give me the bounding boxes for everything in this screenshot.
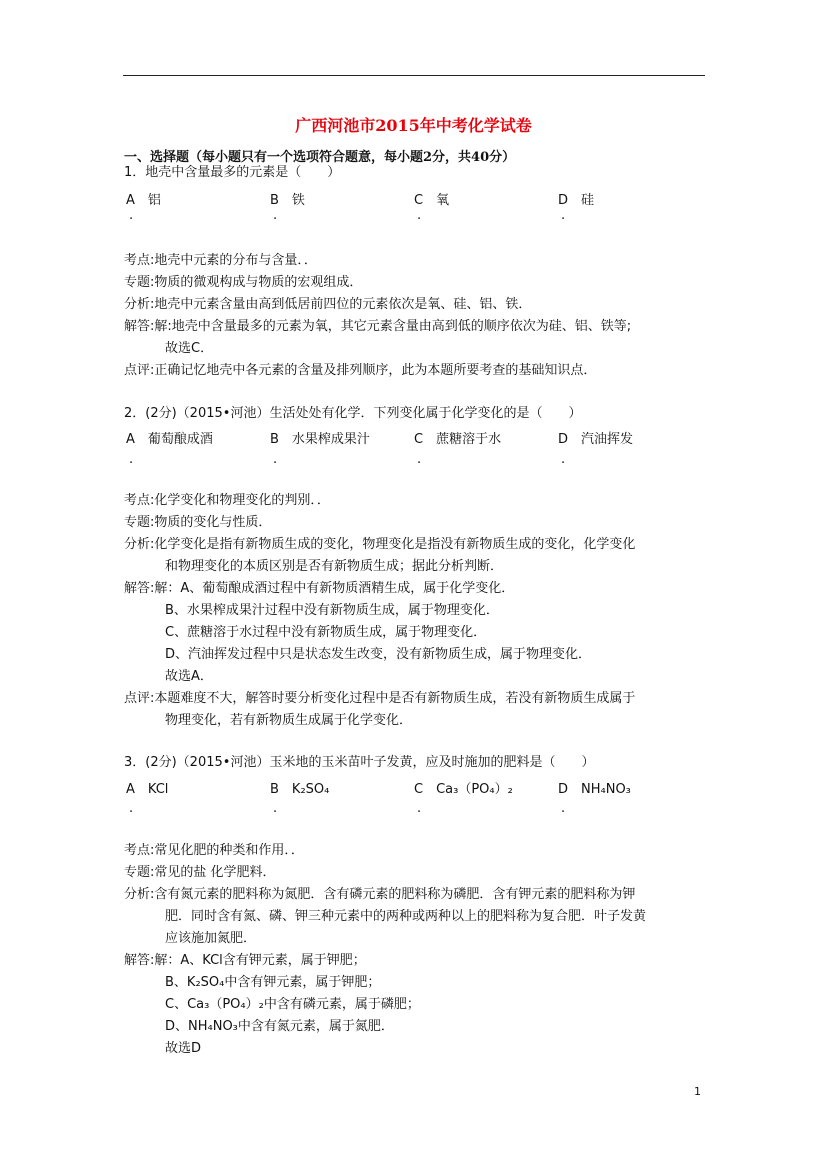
q2-zhuanti: 专题:物质的变化与性质． (124, 515, 272, 530)
q1-option-c: C 氧 (414, 193, 450, 208)
q2-jieda-3: C、蔗糖溶于水过程中没有新物质生成，属于物理变化． (165, 625, 487, 640)
option-dot: . (561, 208, 566, 223)
q3-option-c: C Ca₃（PO₄）₂ (414, 782, 513, 797)
option-dot: . (417, 208, 422, 223)
option-dot: . (129, 452, 134, 467)
option-dot: . (273, 801, 278, 816)
q1-kaodian: 考点:地壳中元素的分布与含量．． (124, 253, 317, 268)
q3-fenxi-2: 肥．同时含有氮、磷、钾三种元素中的两种或两种以上的肥料称为复合肥．叶子发黄 (165, 909, 647, 924)
q3-option-d: D NH₄NO₃ (558, 782, 631, 797)
q3-zhuanti: 专题:常见的盐 化学肥料． (124, 865, 276, 880)
q1-option-b: B 铁 (270, 193, 305, 208)
option-dot: . (417, 452, 422, 467)
q2-fenxi-2: 和物理变化的本质区别是否有新物质生成；据此分析判断． (165, 559, 504, 574)
option-dot: . (273, 208, 278, 223)
option-dot: . (561, 801, 566, 816)
q1-stem: 1．地壳中含量最多的元素是（ ） (124, 165, 341, 180)
q1-option-a: A 铝 (126, 193, 161, 208)
q3-stem: 3．(2分)（2015•河池）玉米地的玉米苗叶子发黄，应及时施加的肥料是（ ） (124, 755, 595, 770)
q3-jieda-5: 故选D (165, 1041, 202, 1056)
q2-jieda-5: 故选A． (165, 669, 213, 684)
q2-option-a: A 葡萄酿成酒 (126, 432, 213, 447)
q1-jieda-1: 解答:解:地壳中含量最多的元素为氧，其它元素含量由高到低的顺序依次为硅、铝、铁等; (124, 319, 632, 334)
q2-dianping-2: 物理变化，若有新物质生成属于化学变化． (165, 713, 413, 728)
section-heading: 一、选择题（每小题只有一个选项符合题意，每小题2分，共40分） (124, 150, 516, 165)
q3-fenxi-3: 应该施加氮肥． (165, 931, 257, 946)
q2-fenxi-1: 分析:化学变化是指有新物质生成的变化，物理变化是指没有新物质生成的变化，化学变化 (124, 537, 636, 552)
q3-option-a: A KCl (126, 782, 169, 797)
q3-jieda-2: B、K₂SO₄中含有钾元素，属于钾肥； (165, 975, 381, 990)
q2-option-b: B 水果榨成果汁 (270, 432, 370, 447)
q1-zhuanti: 专题:物质的微观构成与物质的宏观组成． (124, 275, 363, 290)
q2-kaodian: 考点:化学变化和物理变化的判别．． (124, 493, 330, 508)
q3-jieda-3: C、Ca₃（PO₄）₂中含有磷元素，属于磷肥； (165, 997, 420, 1012)
option-dot: . (417, 801, 422, 816)
header-rule (123, 75, 705, 76)
page-title: 广西河池市2015年中考化学试卷 (295, 116, 532, 135)
q2-option-d: D 汽油挥发 (558, 432, 634, 447)
q3-option-b: B K₂SO₄ (270, 782, 330, 797)
option-dot: . (129, 801, 134, 816)
option-dot: . (129, 208, 134, 223)
q2-stem: 2．(2分)（2015•河池）生活处处有化学．下列变化属于化学变化的是（ ） (124, 406, 582, 421)
q3-kaodian: 考点:常见化肥的种类和作用．． (124, 843, 304, 858)
q3-jieda-4: D、NH₄NO₃中含有氮元素，属于氮肥． (165, 1019, 394, 1034)
q2-jieda-2: B、水果榨成果汁过程中没有新物质生成，属于物理变化． (165, 603, 499, 618)
page-number: 1 (694, 1085, 701, 1098)
q2-option-c: C 蔗糖溶于水 (414, 432, 502, 447)
q2-jieda-1: 解答:解：A、葡萄酿成酒过程中有新物质酒精生成，属于化学变化． (124, 581, 515, 596)
q1-fenxi: 分析:地壳中元素含量由高到低居前四位的元素依次是氧、硅、铝、铁． (124, 297, 532, 312)
q2-dianping-1: 点评:本题难度不大，解答时要分析变化过程中是否有新物质生成，若没有新物质生成属于 (124, 691, 636, 706)
option-dot: . (273, 452, 278, 467)
q3-jieda-1: 解答:解：A、KCl含有钾元素，属于钾肥； (124, 953, 366, 968)
q1-option-d: D 硅 (558, 193, 595, 208)
q1-dianping: 点评:正确记忆地壳中各元素的含量及排列顺序，此为本题所要考查的基础知识点． (124, 363, 597, 378)
q3-fenxi-1: 分析:含有氮元素的肥料称为氮肥．含有磷元素的肥料称为磷肥．含有钾元素的肥料称为钾 (124, 887, 636, 902)
q2-jieda-4: D、汽油挥发过程中只是状态发生改变，没有新物质生成，属于物理变化． (165, 647, 592, 662)
option-dot: . (561, 452, 566, 467)
q1-jieda-2: 故选C． (165, 341, 214, 356)
